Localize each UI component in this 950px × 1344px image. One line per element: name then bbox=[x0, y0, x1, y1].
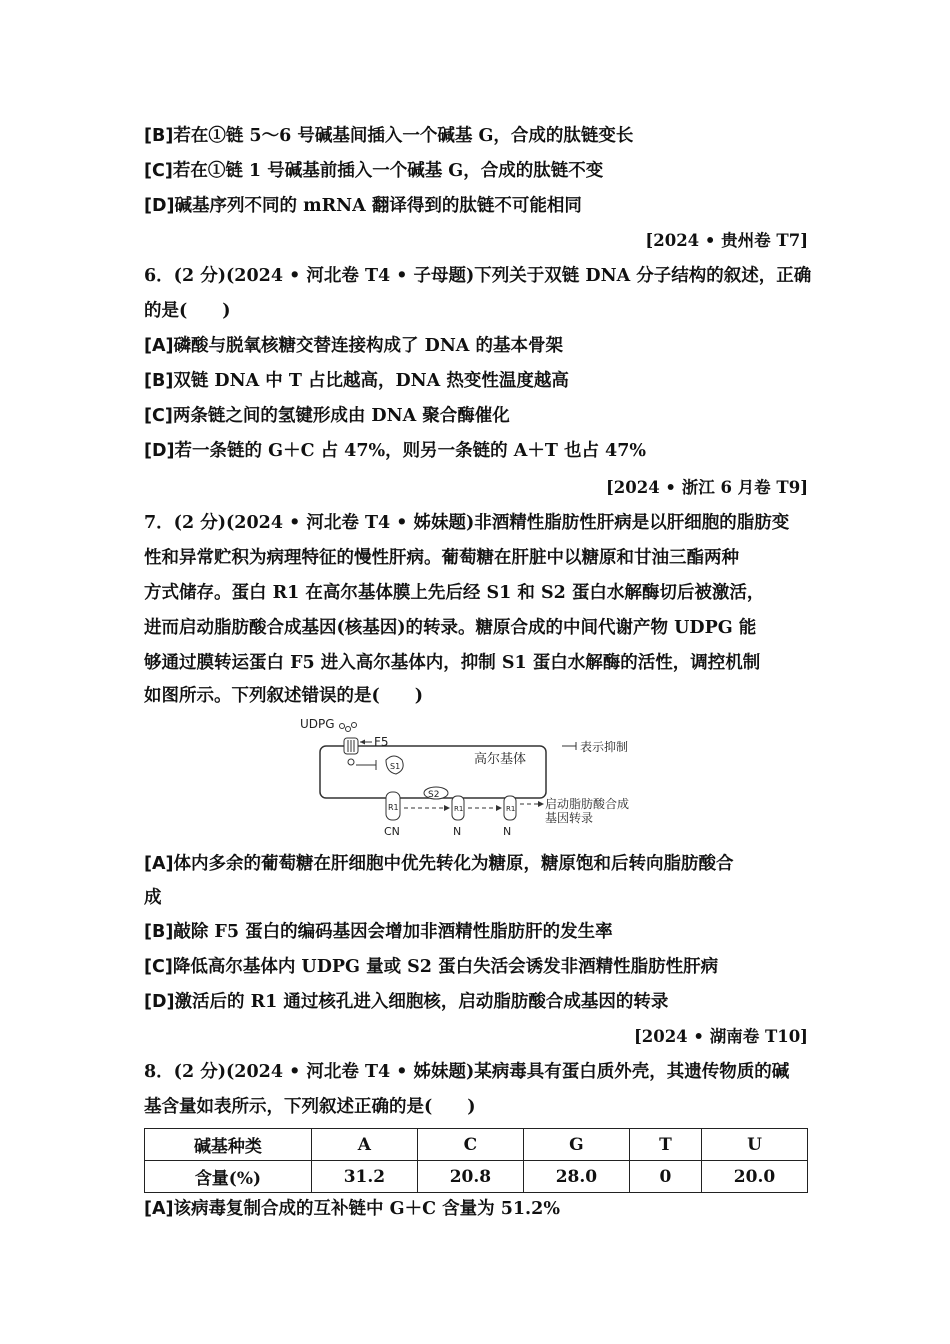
q5-option-d: [D]碱基序列不同的 mRNA 翻译得到的肽链不可能相同 bbox=[144, 196, 582, 216]
table-cell: 20.8 bbox=[417, 1161, 523, 1193]
q7-option-d: [D]激活后的 R1 通过核孔进入细胞核，启动脂肪酸合成基因的转录 bbox=[144, 992, 669, 1012]
q7-option-b: [B]敲除 F5 蛋白的编码基因会增加非酒精性脂肪肝的发生率 bbox=[144, 922, 613, 942]
table-cell: 20.0 bbox=[701, 1161, 807, 1193]
golgi-regulation-figure bbox=[296, 716, 656, 840]
table-header-row bbox=[145, 1129, 808, 1161]
q7-stem-line: 进而启动脂肪酸合成基因(核基因)的转录。糖原合成的中间代谢产物 UDPG 能 bbox=[144, 618, 757, 638]
q7-stem-line: 7．(2 分)(2024 • 河北卷 T4 • 姊妹题)非酒精性脂肪性肝病是以肝细胞的脂肪变 bbox=[144, 513, 790, 533]
table-header-cell: C bbox=[417, 1129, 523, 1161]
r1-label: R1 bbox=[388, 803, 399, 812]
r1-nuclear-label: R1 bbox=[506, 805, 516, 813]
q6-option-b: [B]双链 DNA 中 T 占比越高，DNA 热变性温度越高 bbox=[144, 371, 569, 391]
q5-option-b: [B]若在①链 5～6 号碱基间插入一个碱基 G，合成的肽链变长 bbox=[144, 126, 634, 146]
table-cell: 0 bbox=[629, 1161, 701, 1193]
base-content-table bbox=[144, 1128, 808, 1193]
q6-source: [2024 • 浙江 6 月卷 T9] bbox=[605, 478, 808, 497]
table-cell: 含量(%) bbox=[145, 1161, 312, 1193]
q6-option-c: [C]两条链之间的氢键形成由 DNA 聚合酶催化 bbox=[144, 406, 510, 426]
udpg-inside-golgi bbox=[348, 759, 354, 765]
q7-option-a: [A]体内多余的葡萄糖在肝细胞中优先转化为糖原，糖原饱和后转向脂肪酸合 bbox=[144, 854, 734, 874]
q8-stem-line: 8．(2 分)(2024 • 河北卷 T4 • 姊妹题)某病毒具有蛋白质外壳，其遗传物质的碱 bbox=[144, 1062, 790, 1082]
q7-stem-line: 方式储存。蛋白 R1 在高尔基体膜上先后经 S1 和 S2 蛋白水解酶切后被激活， bbox=[144, 583, 765, 603]
s2-label: S2 bbox=[428, 790, 440, 800]
table-cell: 31.2 bbox=[311, 1161, 417, 1193]
activation-arrowhead bbox=[538, 801, 544, 807]
q8-stem-line: 基含量如表所示，下列叙述正确的是( ) bbox=[144, 1097, 476, 1117]
legend-label: 表示抑制 bbox=[580, 740, 629, 754]
q8-option-a: [A]该病毒复制合成的互补链中 G＋C 含量为 51.2% bbox=[144, 1199, 560, 1219]
cn-label: CN bbox=[384, 825, 400, 838]
output-label: 启动脂肪酸合成 bbox=[545, 797, 630, 811]
n-label: N bbox=[453, 825, 462, 838]
cleavage-arrowhead bbox=[444, 805, 450, 811]
q6-option-a: [A]磷酸与脱氧核糖交替连接构成了 DNA 的基本骨架 bbox=[144, 336, 563, 356]
f5-label: F5 bbox=[374, 735, 389, 749]
q6-stem-line: 6．(2 分)(2024 • 河北卷 T4 • 子母题)下列关于双链 DNA 分子结构的叙述，正确 bbox=[144, 266, 812, 286]
q5-option-c: [C]若在①链 1 号碱基前插入一个碱基 G，合成的肽链不变 bbox=[144, 161, 604, 181]
table-header-cell: G bbox=[523, 1129, 629, 1161]
f5-pointer-arrowhead bbox=[360, 740, 365, 745]
udpg-molecule bbox=[340, 724, 345, 729]
q7-stem-line: 性和异常贮积为病理特征的慢性肝病。葡萄糖在肝脏中以糖原和甘油三酯两种 bbox=[144, 548, 739, 568]
q7-option-c: [C]降低高尔基体内 UDPG 量或 S2 蛋白失活会诱发非酒精性脂肪性肝病 bbox=[144, 957, 719, 977]
q7-stem-line: 够通过膜转运蛋白 F5 进入高尔基体内，抑制 S1 蛋白水解酶的活性，调控机制 bbox=[144, 653, 761, 673]
table-header-cell: 碱基种类 bbox=[145, 1129, 312, 1161]
q5-source: [2024 • 贵州卷 T7] bbox=[645, 231, 808, 250]
udpg-molecule bbox=[346, 727, 351, 732]
golgi-label: 高尔基体 bbox=[474, 752, 527, 767]
transport-arrowhead bbox=[496, 805, 502, 811]
q6-stem-line: 的是( ) bbox=[144, 301, 231, 321]
figure-svg bbox=[296, 716, 656, 840]
r1-fragment-label: R1 bbox=[454, 805, 464, 813]
q7-stem-line: 如图所示。下列叙述错误的是( ) bbox=[144, 686, 424, 706]
table-row bbox=[145, 1161, 808, 1193]
q6-option-d: [D]若一条链的 G＋C 占 47%，则另一条链的 A＋T 也占 47% bbox=[144, 441, 647, 461]
table-cell: 28.0 bbox=[523, 1161, 629, 1193]
table-header-cell: A bbox=[311, 1129, 417, 1161]
table-header-cell: T bbox=[629, 1129, 701, 1161]
table-header-cell: U bbox=[701, 1129, 807, 1161]
udpg-label: UDPG bbox=[300, 717, 335, 731]
udpg-molecule bbox=[352, 723, 357, 728]
n-label: N bbox=[503, 825, 512, 838]
q7-source: [2024 • 湖南卷 T10] bbox=[633, 1027, 808, 1046]
q7-option-a-continued: 成 bbox=[144, 888, 162, 908]
output-label: 基因转录 bbox=[545, 811, 594, 825]
s1-label: S1 bbox=[390, 762, 401, 771]
